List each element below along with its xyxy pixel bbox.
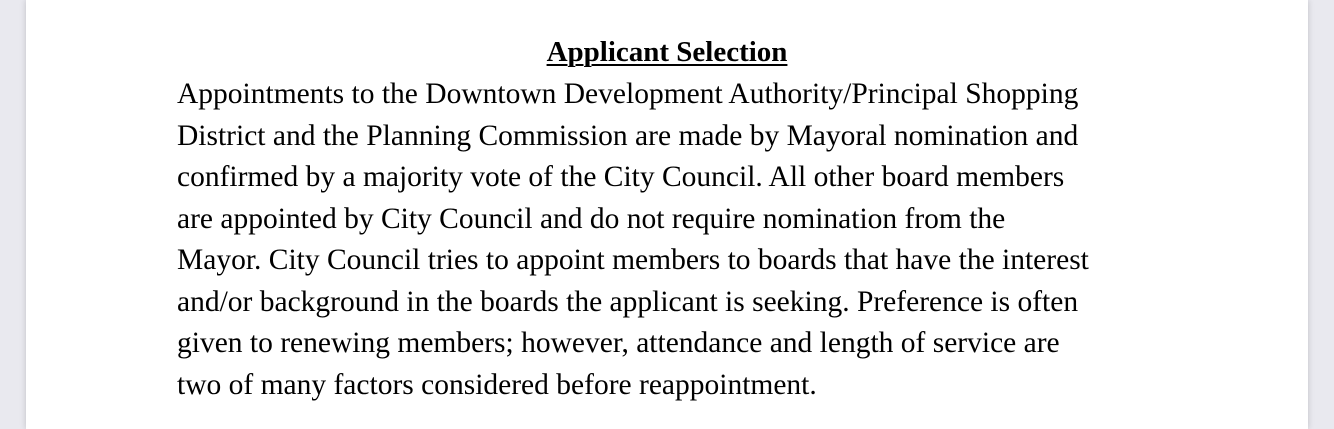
paragraph-line: two of many factors considered before reappointment. — [177, 368, 817, 401]
paragraph-line: District and the Planning Commission are made by Mayoral nomination and — [177, 119, 1079, 152]
section-heading: Applicant Selection — [546, 36, 788, 68]
paragraph — [177, 74, 1089, 406]
paragraph-line: confirmed by a majority vote of the City Council. All other board members — [177, 161, 1065, 193]
document-page — [26, 0, 1308, 429]
paragraph-line: Appointments to the Downtown Development Authority/Principal Shopping — [177, 78, 1079, 110]
paragraph-line: are appointed by City Council and do not require nomination from the — [177, 202, 1006, 235]
paragraph-line: Mayor. City Council tries to appoint members to boards that have the interest — [177, 244, 1089, 276]
paragraph-line: and/or background in the boards the applicant is seeking. Preference is often — [177, 285, 1079, 318]
paragraph-line: given to renewing members; however, attendance and length of service are — [177, 327, 1060, 359]
